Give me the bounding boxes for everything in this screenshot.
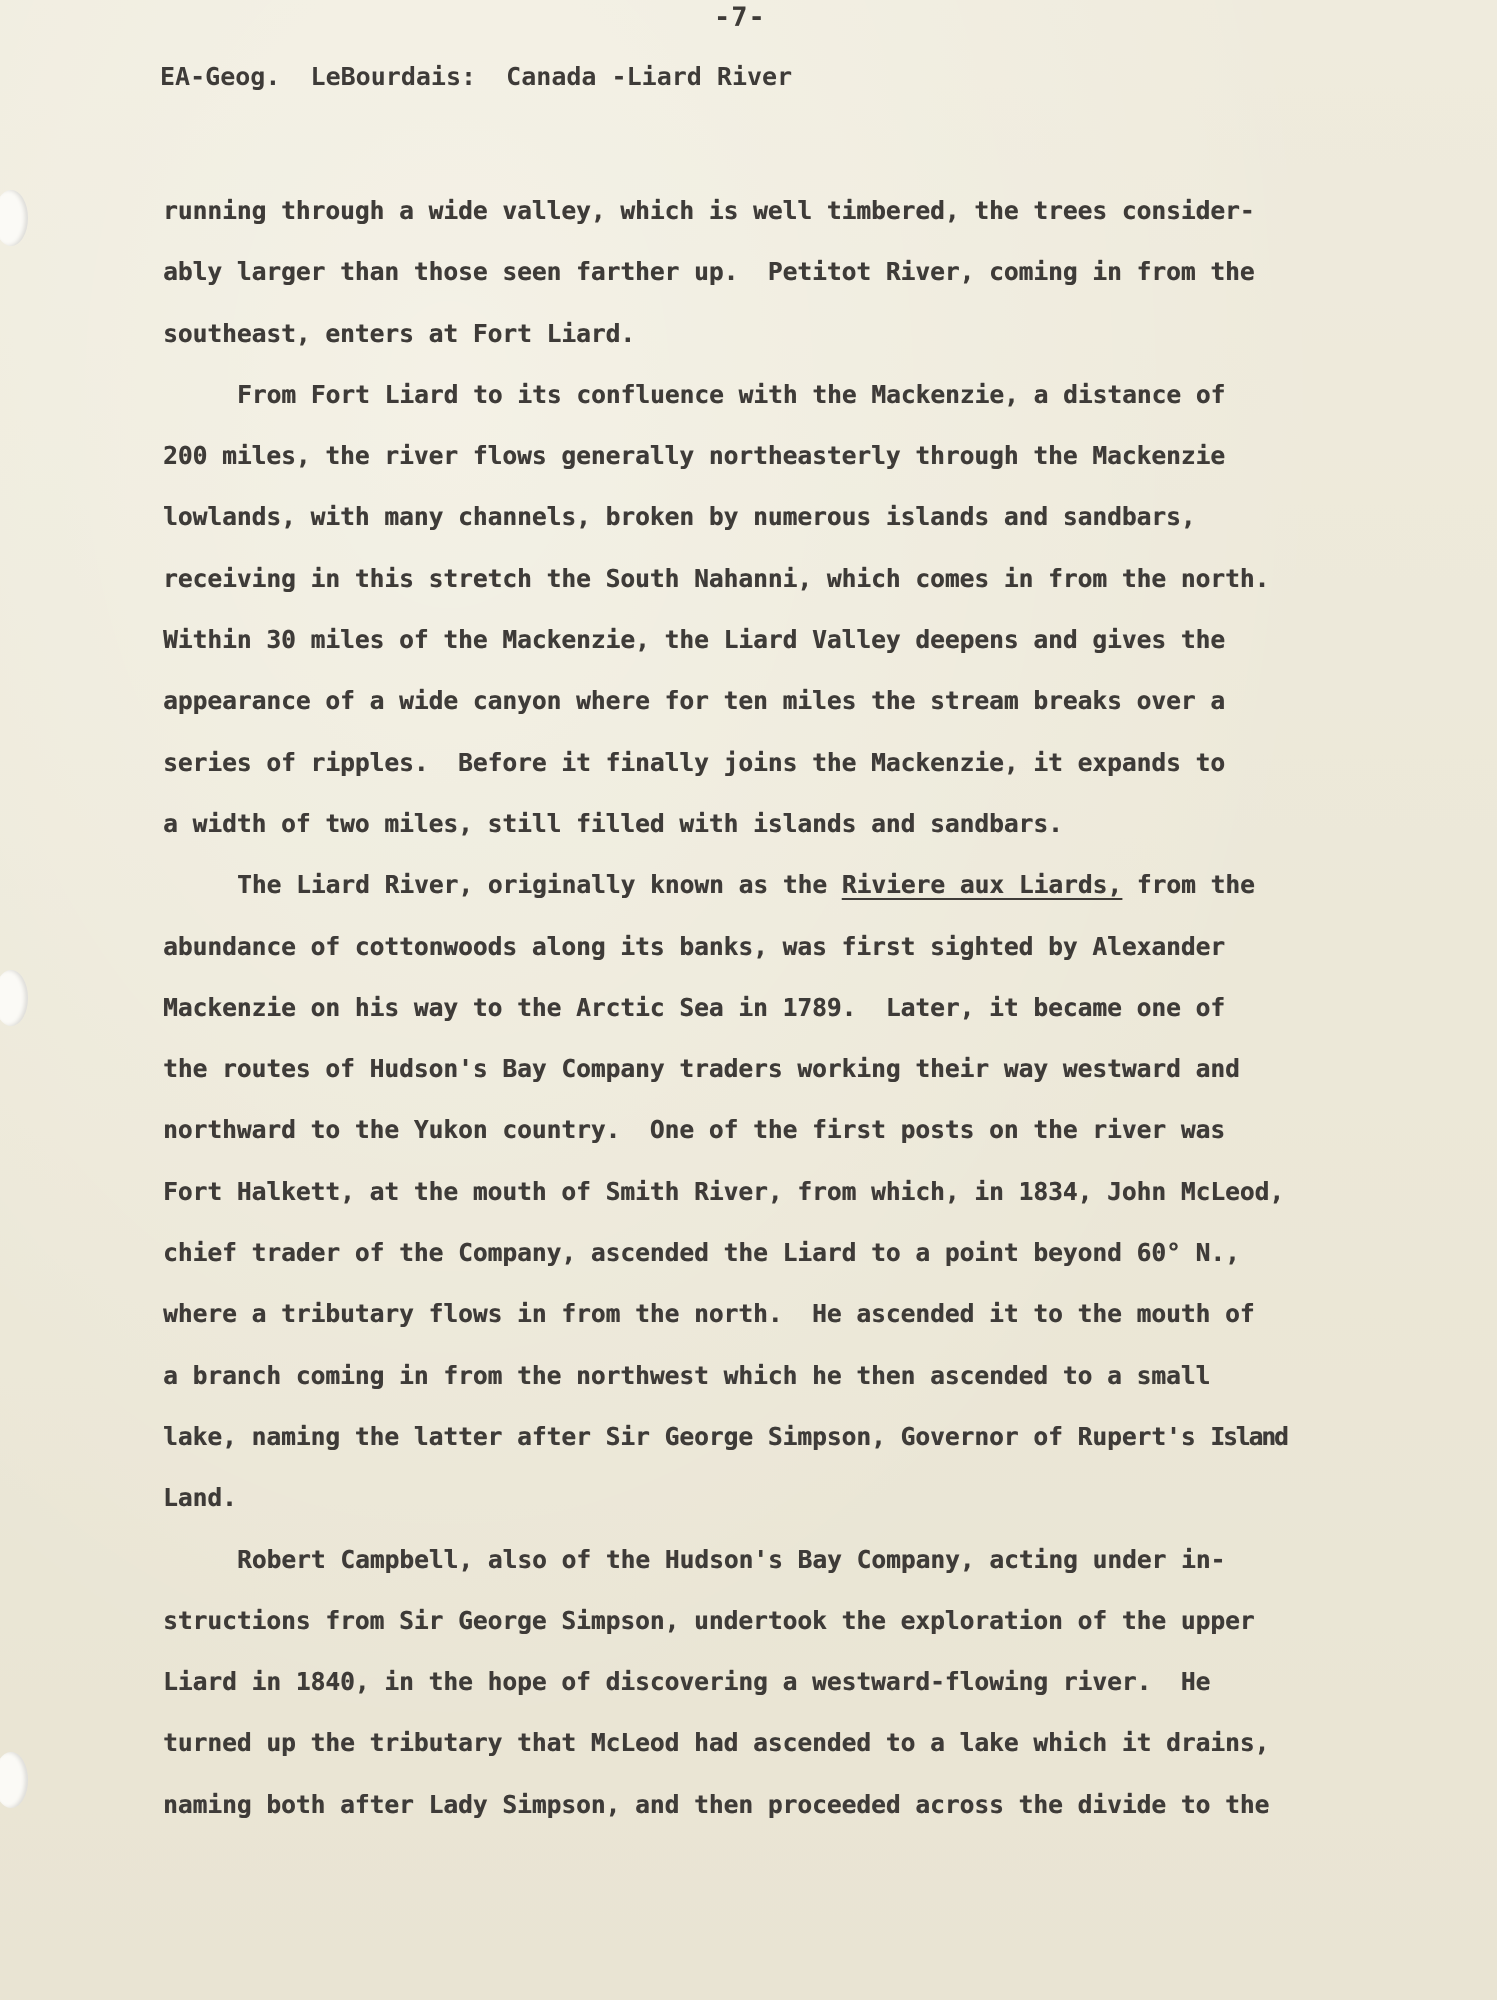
page-number: -7- [714, 2, 766, 33]
body-text [163, 180, 1343, 1835]
text-line: running through a wide valley, which is well timbered, the trees consider- [163, 196, 1255, 225]
text-segment: lake, naming the latter after Sir George Simpson, Governor of Rupert's [163, 1421, 1211, 1451]
text-line: Land. [163, 1483, 237, 1513]
text-line: northward to the Yukon country. One of the first posts on the river was [163, 1115, 1226, 1145]
text-line: appearance of a wide canyon where for ten miles the stream breaks over a [163, 686, 1226, 716]
punch-hole [0, 190, 28, 246]
text-line: turned up the tributary that McLeod had ascended to a lake which it drains, [163, 1728, 1270, 1758]
text-line: abundance of cottonwoods along its banks, was first sighted by Alexander [163, 931, 1226, 961]
text-line: the routes of Hudson's Bay Company traders working their way westward and [163, 1054, 1240, 1084]
text-line: receiving in this stretch the South Nahanni, which comes in from the north. [163, 563, 1270, 593]
punch-hole [0, 970, 28, 1026]
text-line: Liard in 1840, in the hope of discovering a westward-flowing river. He [163, 1667, 1211, 1697]
paragraph-start-line: Robert Campbell, also of the Hudson's Bay Company, acting under in- [237, 1544, 1226, 1574]
text-line: a width of two miles, still filled with islands and sandbars. [163, 808, 1063, 838]
text-line: chief trader of the Company, ascended the Liard to a point beyond 60° N., [163, 1238, 1240, 1268]
text-line: ably larger than those seen farther up. Petitot River, coming in from the [163, 257, 1255, 287]
text-line: structions from Sir George Simpson, undertook the exploration of the upper [163, 1605, 1255, 1635]
document-header: EA-Geog. LeBourdais: Canada -Liard River [160, 62, 793, 91]
text-line: naming both after Lady Simpson, and then proceeded across the divide to the [163, 1789, 1270, 1819]
text-line: where a tributary flows in from the north. He ascended it to the mouth of [163, 1299, 1255, 1329]
text-line: Fort Halkett, at the mouth of Smith River, from which, in 1834, John McLeod, [163, 1176, 1285, 1206]
text-line: southeast, enters at Fort Liard. [163, 318, 636, 348]
punch-hole [0, 1752, 28, 1808]
text-line: a branch coming in from the northwest which he then ascended to a small [163, 1360, 1211, 1390]
paragraph-start-line: From Fort Liard to its confluence with the Mackenzie, a distance of [237, 379, 1226, 409]
text-line: lowlands, with many channels, broken by numerous islands and sandbars, [163, 502, 1196, 532]
underlined-title: Riviere aux Liards, [841, 870, 1123, 900]
paragraph-start-line [163, 854, 1343, 915]
text-line [163, 1406, 1343, 1467]
text-line: Mackenzie on his way to the Arctic Sea in 1789. Later, it became one of [163, 992, 1226, 1022]
text-segment: from the [1122, 870, 1255, 900]
struck-out-word: Island [1210, 1421, 1287, 1451]
text-line: Within 30 miles of the Mackenzie, the Liard Valley deepens and gives the [163, 625, 1226, 655]
text-segment: The Liard River, originally known as the [237, 870, 842, 900]
text-line: 200 miles, the river flows generally northeasterly through the Mackenzie [163, 441, 1226, 471]
text-line: series of ripples. Before it finally joins the Mackenzie, it expands to [163, 747, 1226, 777]
